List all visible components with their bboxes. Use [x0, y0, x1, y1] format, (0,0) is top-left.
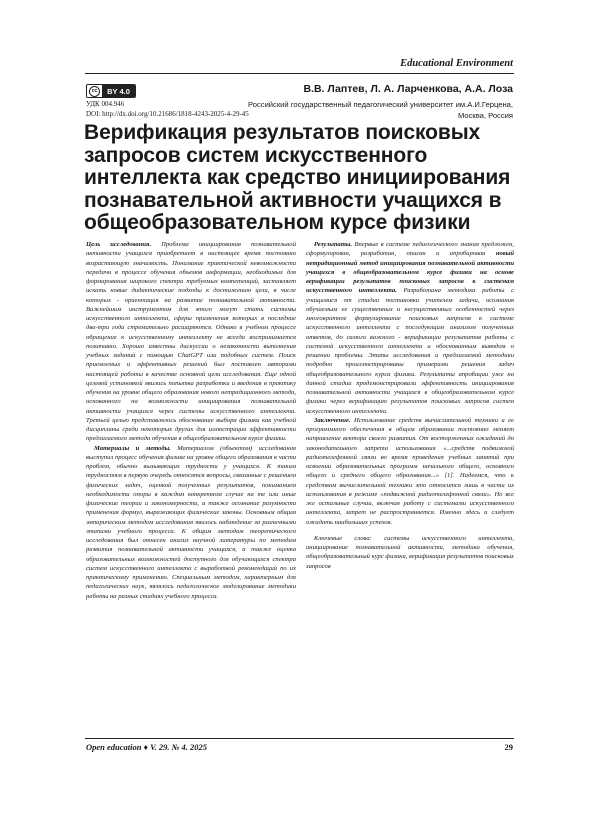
keywords-label: Ключевые слова: [314, 534, 372, 542]
keywords-text: системы искусственного интеллекта, инициирование познавательной активности, методика обучения, общеобразовательный курс физики, верификация результатов поисковых запросов [306, 534, 515, 570]
doi-link[interactable]: DOI: http://dx.doi.org/10.21686/1818-4243-2025-4-29-45 [86, 110, 249, 118]
page-number: 29 [504, 742, 513, 752]
header-rule [85, 73, 514, 74]
abstract-aim [86, 240, 296, 444]
abstract-results [306, 240, 514, 416]
cc-license-badge[interactable] [86, 84, 136, 98]
materials-text: Материалом (объектом) исследования выступил процесс обучения физике на уровне общего образования в части проблем, обычно вызывающих трудности у учащихся. К таким трудностям в первую очередь относятся вопросы, связанные с решением физических задач, оценкой полученных результатов, пониманием необходимости опоры в каждом конкретном случае на те или иные физические теории и закономерности, а также осознание разумности применения формул, выражающих физические законы. Основным общим эмпирическим методом исследования явилось наблюдение за различными этапами учебного процесса. К общим методам теоретического исследования был отнесен анализ научной литературы по методам развития познавательной активности учащихся, а также оценка образовательных возможностей доступного для обучающихся спектра систем искусственного интеллекта с выработкой рекомендаций по их практическому применению. Специальным методом, характерным для педагогических наук, являлось педагогическое моделирование методики работы на разных стадиях учебного процесса. [86, 444, 296, 600]
conclusion-text: Использование средств вычислительной техники и ее программного обеспечения в общем образовании постоянно меняет направление вектора своего развития. От восторженных ожиданий до законодательного запрета использования «...средств подвижной радиотелефонной связи во время проведения учебных занятий при освоении образовательных программ начального общего, основного общего и среднего общего образования...» [1]. Надеемся, что к средствам вычислительной техники это относится лишь в части их использования в режиме «подвижной радиотелефонной связи». Но все же остальные случаи, включая работу с системами искусственного интеллекта, запрет не распространяется. Именно здесь и следует ожидать наибольших успехов. [306, 416, 514, 526]
license-by-label: BY 4.0 [102, 85, 135, 97]
footer-rule [85, 738, 514, 739]
results-text-2: Разработана методика работы с учащимися от стадии постановки учителем задачи, осознания обучаемым ее существенных и несущественных особенностей через многократное формулирование поисковых запросов к системе искусственного интеллекта с последующим анализом полученных ответов, до самого важного - верификации результатов работы с системой искусственного интеллекта и обоснованным выводом о решении проблемы. Этапы исследования и предлагаемой методики подробно проиллюстрированы примерами решения задач общеобразовательного курса физики. Результаты апробации уже на данной стадии продемонстрировали эффективность инициирования познавательной активности учащихся в общеобразовательном курсе физики через верификацию результатов поисковых запросов систем искусственного интеллекта. [306, 287, 514, 415]
journal-section-name: Educational Environment [400, 58, 513, 69]
authors: В.В. Лаптев, Л. А. Ларченкова, А.А. Лоза [303, 83, 513, 95]
results-label: Результаты. [314, 241, 353, 248]
abstract-column-right [306, 240, 514, 571]
udc-code: УДК 004.946 [86, 100, 125, 108]
abstract-conclusion [306, 416, 514, 527]
aim-text: Проблема инициирования познавательной активности учащихся приобретает в настоящее время постоянно возрастающую значимость. Понимание практической невозможности передачи в процессе обучения объемов информации, необходимых для формирования широкого спектра требуемых компетенций, заставляет искать новые дидактические подходы к достижению цели, в числе которых - ориентация на развитие познавательной активности. Важнейшим инструментом для этого могут стать системы искусственного интеллекта, сферы применения которых в последние два-три года стремительно расширяются. Однако в учебном процессе обращение к искусственному интеллекту не всегда воспринимается позитивно. Хорошо известны дискуссии о незаконности выполнения учебных заданий с помощью ChatGPT или подобных систем. Поиск приемлемых и эффективных решений был поставлен авторами настоящей работы в качестве основной цели исследования. Еще одной целевой установкой явилась попытка разработки и введения в практику обучения на уровне общего образования нового нетрадиционного метода, основанного на возможности инициирования познавательной активности учащихся через системы искусственного интеллекта. Третьей целью представлялось обоснование выбора физики как учебной дисциплины среди некоторых других для иллюстрации эффективности предлагаемого метода обучения в общеобразовательном курсе физики. [86, 241, 296, 443]
conclusion-label: Заключение. [314, 416, 351, 424]
abstract-column-left [86, 240, 296, 601]
materials-label: Материалы и методы. [94, 444, 171, 452]
abstract-materials [86, 444, 296, 601]
aim-label: Цель исследования. [86, 241, 152, 248]
keywords [306, 534, 514, 571]
affiliation: Российский государственный педагогический университет им.А.И.Герцена, Москва, Россия [248, 100, 513, 120]
footer-journal: Open education ♦ V. 29. № 4. 2025 [86, 742, 208, 752]
cc-icon: cc [87, 85, 102, 97]
results-text-1: Впервые в системе педагогического знания предложен, сформулирован, разработан, описан и апробирован [306, 241, 514, 258]
article-title: Верификация результатов поисковых запросов систем искусственного интеллекта как средство инициирования познавательной активности учащихся в общеобразовательном курсе физики [84, 121, 511, 234]
results-bold: новый нетрадиционный метод инициирования познавательной активности учащихся в общеобразовательном курсе физики на основе верификации результатов поисковых запросов к системам искусственного интеллекта. [306, 250, 514, 295]
